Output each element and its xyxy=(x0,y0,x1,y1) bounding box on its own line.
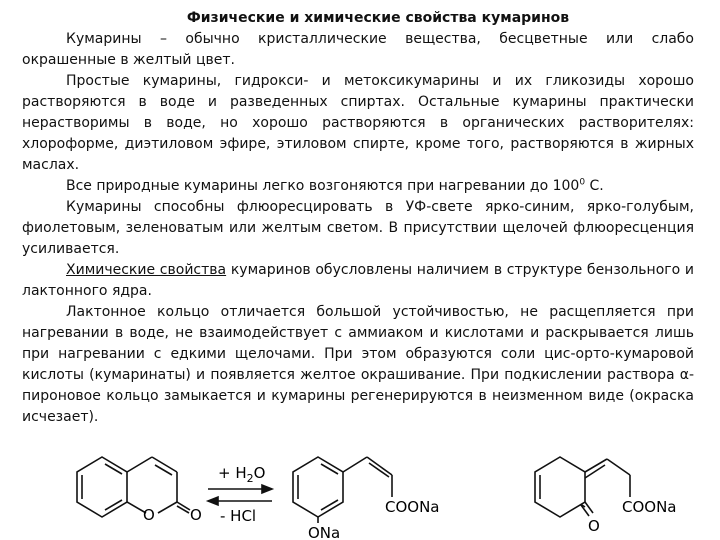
ona-label: ONa xyxy=(308,524,341,540)
page-title: Физические и химические свойства кумаринов xyxy=(186,10,570,26)
paragraph-lactone: Лактонное кольцо отличается большой устойчивостью, не расщепляется при нагревании в воде, не взаимодействует с аммиаком и кислотами и раскрывается лишь при нагревании с едкими щелочами. При этом образуются соли цис-орто-кумаровой кислоты (кумаринаты) и появляется желтое окрашивание. При подкислении раствора α-пироновое кольцо замыкается и кумарины регенерируются в неизменном виде (окраска исчезает). xyxy=(22,304,694,425)
paragraph-chemical xyxy=(22,260,694,302)
equilibrium-arrows xyxy=(208,485,272,505)
ring-oxygen-label: O xyxy=(143,506,155,524)
coona-label: COONa xyxy=(385,498,440,516)
paragraph-solubility: Простые кумарины, гидрокси- и метоксикумарины и их гликозиды хорошо растворяются в воде и разведенных спиртах. Остальные кумарины практически нерастворимы в воде, но хорошо растворяются в органических растворителях: хлороформе, диэтиловом эфире, этиловом спирте, кроме того, растворяются в жирных маслах. xyxy=(22,73,694,173)
product-oxo-label: O xyxy=(588,517,600,535)
product-coona-label: COONa xyxy=(622,498,677,516)
coumarin-structure xyxy=(77,457,190,517)
chemical-properties-text: кумаринов обусловлены наличием в структуре бензольного и лактонного ядра. xyxy=(22,262,694,299)
chemical-properties-heading: Химические свойства xyxy=(66,262,227,278)
hcl-reagent: - HCl xyxy=(220,507,257,525)
water-reagent: + $H_2O$ xyxy=(218,464,266,485)
reaction-scheme xyxy=(0,445,720,540)
degree-sup: 0 xyxy=(579,177,586,188)
document-body xyxy=(22,8,694,428)
paragraph-appearance: Кумарины – обычно кристаллические вещества, бесцветные или слабо окрашенные в желтый цвет. xyxy=(22,31,694,68)
sublimation-unit: С. xyxy=(585,178,604,194)
quinoid-structure xyxy=(535,457,630,517)
paragraph-fluorescence: Кумарины способны флюоресцировать в УФ-свете ярко-синим, ярко-голубым, фиолетовым, зеленоватым или желтым светом. В присутствии щелочей флюоресценция усиливается. xyxy=(22,199,694,257)
paragraph-sublimation xyxy=(22,176,694,197)
sublimation-text: Все природные кумарины легко возгоняются при нагревании до 100 xyxy=(66,178,580,194)
coumarinate-structure xyxy=(293,457,392,523)
carbonyl-oxygen-label: O xyxy=(190,506,202,524)
